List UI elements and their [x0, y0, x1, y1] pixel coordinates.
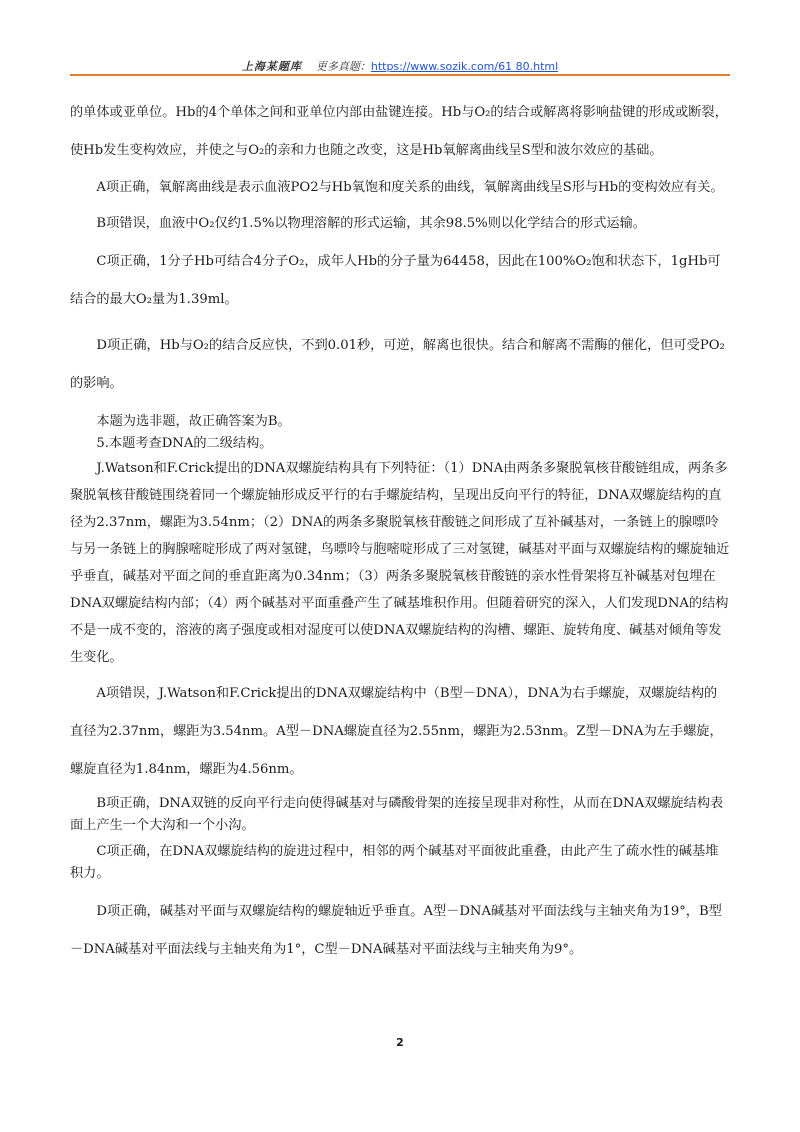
document-body [70, 94, 730, 969]
paragraph-option-d: D项正确，Hb与O₂的结合反应快，不到0.01秒，可逆，解离也很快。结合和解离不需酶的催化，但可受PO₂的影响。 [70, 338, 725, 391]
paragraph-dna-features: J.Watson和F.Crick提出的DNA双螺旋结构具有下列特征：（1）DNA由两条多聚脱氧核苷酸链组成，两条多聚脱氧核苷酸链围绕着同一个螺旋轴形成反平行的右手螺旋结构，呈现出反向平行的特征，DNA双螺旋结构的直径为2.37nm，螺距为3.54nm；（2）DNA的两条多聚脱氧核苷酸链之间形成了互补碱基对，一条链上的腺嘌呤与另一条链上的胸腺嘧啶形成了两对氢键，鸟嘌呤与胞嘧啶形成了三对氢键，碱基对平面与双螺旋结构的螺旋轴近乎垂直，碱基对平面之间的垂直距离为0.34nm；（3）两条多聚脱氧核苷酸链的亲水性骨架将互补碱基对包埋在DNA双螺旋结构内部；（4）两个碱基对平面重叠产生了碱基堆积作用。但随着研究的深入，人们发现DNA的结构不是一成不变的，溶液的离子强度或相对湿度可以使DNA双螺旋结构的沟槽、螺距、旋转角度、碱基对倾角等发生变化。 [70, 461, 730, 665]
paragraph-dna-option-a: A项错误，J.Watson和F.Crick提出的DNA双螺旋结构中（B型－DNA），DNA为右手螺旋，双螺旋结构的直径为2.37nm，螺距为3.54nm。A型－DNA螺旋直径为2.55nm，螺距为2.53nm。Z型－DNA为左手螺旋，螺旋直径为1.84nm，螺距为4.56nm。 [70, 686, 723, 777]
paragraph-answer: 本题为选非题，故正确答案为B。 [96, 414, 291, 429]
paragraph-option-b: B项错误，血液中O₂仅约1.5%以物理溶解的形式运输，其余98.5%则以化学结合的形式运输。 [96, 216, 646, 231]
source-link[interactable]: https://www.sozik.com/61 80.html [370, 60, 559, 73]
paragraph-dna-option-c: C项正确，在DNA双螺旋结构的旋进过程中，相邻的两个碱基对平面彼此重叠，由此产生了疏水性的碱基堆积力。 [70, 844, 719, 881]
paragraph-option-c: C项正确，1分子Hb可结合4分子O₂，成年人Hb的分子量为64458，因此在100%O₂饱和状态下，1gHb可结合的最大O₂量为1.39ml。 [70, 254, 721, 307]
page-number: 2 [396, 1036, 404, 1049]
more-label: 更多真题： [315, 60, 371, 73]
paragraph-q5-intro: 5.本题考查DNA的二级结构。 [96, 436, 273, 451]
paragraph-dna-option-d: D项正确，碱基对平面与双螺旋结构的螺旋轴近乎垂直。A型－DNA碱基对平面法线与主轴夹角为19°，B型－DNA碱基对平面法线与主轴夹角为1°，C型－DNA碱基对平面法线与主轴夹角为9°。 [70, 904, 722, 957]
paragraph-hb-structure: 的单体或亚单位。Hb的4个单体之间和亚单位内部由盐键连接。Hb与O₂的结合或解离将影响盐键的形成或断裂，使Hb发生变构效应，并使之与O₂的亲和力也随之改变，这是Hb氧解离曲线呈S型和波尔效应的基础。 [70, 105, 728, 158]
site-name: 上海某题库 [241, 60, 302, 73]
paragraph-option-a: A项正确，氧解离曲线是表示血液PO2与Hb氧饱和度关系的曲线，氧解离曲线呈S形与Hb的变构效应有关。 [96, 180, 724, 195]
page-header [70, 58, 730, 74]
header-rule [70, 74, 730, 76]
paragraph-dna-option-b: B项正确，DNA双链的反向平行走向使得碱基对与磷酸骨架的连接呈现非对称性，从而在DNA双螺旋结构表面上产生一个大沟和一个小沟。 [70, 796, 724, 833]
